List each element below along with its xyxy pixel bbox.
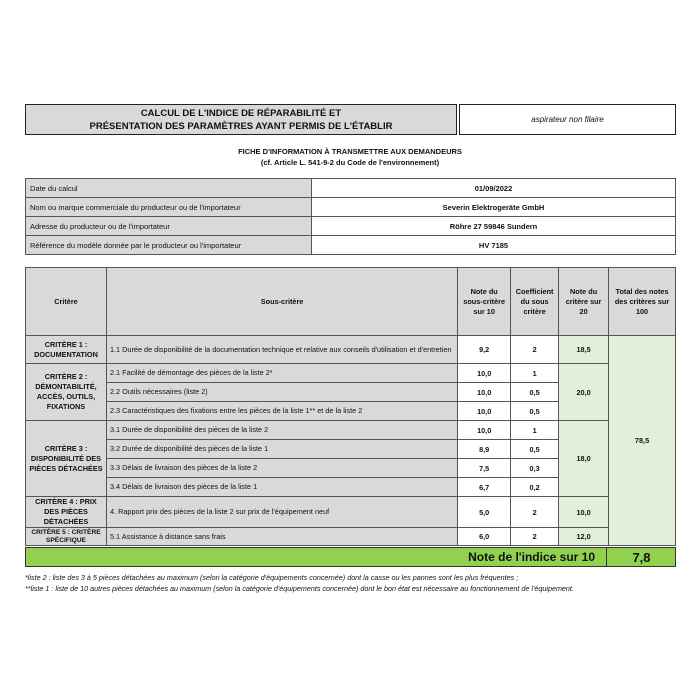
header-coefficient: Coefficient du sous critère (511, 268, 559, 336)
subcriterion-note: 6,0 (458, 528, 511, 546)
info-label: Nom ou marque commerciale du producteur ou de l'importateur (26, 198, 312, 217)
subcriterion: 2.2 Outils nécessaires (liste 2) (106, 383, 457, 402)
info-table (25, 178, 676, 255)
subcriterion: 2.1 Facilité de démontage des pièces de la liste 2* (106, 364, 457, 383)
info-value: Severin Elektrogeräte GmbH (312, 198, 676, 217)
header-note-critere: Note du critère sur 20 (559, 268, 609, 336)
info-row (26, 217, 676, 236)
info-row (26, 179, 676, 198)
info-value: Röhre 27 59846 Sundern (312, 217, 676, 236)
device-type: aspirateur non filaire (459, 104, 676, 135)
info-value: 01/09/2022 (312, 179, 676, 198)
criterion-note: 20,0 (559, 364, 609, 421)
footnote-liste-1: **liste 1 : liste de 10 autres pièces détachées au maximum (selon la catégorie d'équipements concernée) dont le bon état est nécessaire au fonctionnement de l'équipement. (25, 584, 574, 593)
fiche-heading (25, 146, 675, 168)
table-row (26, 336, 676, 364)
criterion-note: 18,5 (559, 336, 609, 364)
table-row (26, 528, 676, 546)
header-total: Total des notes des critères sur 100 (609, 268, 676, 336)
document-title (25, 104, 457, 135)
subcriterion-note: 10,0 (458, 383, 511, 402)
criterion-name: CRITÈRE 4 : PRIX DES PIÈCES DÉTACHÉES (26, 497, 107, 528)
subcriterion: 3.3 Délais de livraison des pièces de la liste 2 (106, 459, 457, 478)
criterion-note: 18,0 (559, 421, 609, 497)
score-table (25, 267, 676, 546)
subcriterion: 3.4 Délais de livraison des pièces de la liste 1 (106, 478, 457, 497)
subcriterion-note: 10,0 (458, 364, 511, 383)
criterion-note: 12,0 (559, 528, 609, 546)
header-sous-critere: Sous-critère (106, 268, 457, 336)
criterion-note: 10,0 (559, 497, 609, 528)
subcriterion: 1.1 Durée de disponibilité de la documentation technique et relative aux conseils d'utilisation et d'entretien (106, 336, 457, 364)
info-row (26, 236, 676, 255)
subcriterion-note: 7,5 (458, 459, 511, 478)
subcriterion: 4. Rapport prix des pièces de la liste 2 sur prix de l'équipement neuf (106, 497, 457, 528)
subcriterion-coef: 2 (511, 336, 559, 364)
subcriterion-coef: 0,5 (511, 383, 559, 402)
footnote-liste-2: *liste 2 : liste des 3 à 5 pièces détachées au maximum (selon la catégorie d'équipements concernée) dont la casse ou les pannes sont les plus fréquentes ; (25, 573, 519, 582)
subcriterion: 2.3 Caractéristiques des fixations entre les pièces de la liste 1** et de la liste 2 (106, 402, 457, 421)
title-line-1: CALCUL DE L'INDICE DE RÉPARABILITÉ ET (140, 107, 342, 119)
fiche-line-2: (cf. Article L. 541-9-2 du Code de l'environnement) (260, 158, 440, 167)
info-label: Adresse du producteur ou de l'importateur (26, 217, 312, 236)
subcriterion-coef: 1 (511, 421, 559, 440)
criterion-name: CRITÈRE 2 : DÉMONTABILITÉ, ACCÈS, OUTILS, FIXATIONS (26, 364, 107, 421)
table-header-row (26, 268, 676, 336)
total-score: 78,5 (609, 336, 676, 546)
index-score-value: 7,8 (606, 547, 676, 567)
criterion-name: CRITÈRE 5 : CRITÈRE SPÉCIFIQUE (26, 528, 107, 546)
subcriterion-coef: 2 (511, 528, 559, 546)
subcriterion-coef: 0,5 (511, 440, 559, 459)
subcriterion: 3.2 Durée de disponibilité des pièces de la liste 1 (106, 440, 457, 459)
index-score-label: Note de l'indice sur 10 (468, 550, 595, 564)
subcriterion-coef: 1 (511, 364, 559, 383)
subcriterion-note: 9,2 (458, 336, 511, 364)
subcriterion-coef: 0,2 (511, 478, 559, 497)
subcriterion-coef: 0,3 (511, 459, 559, 478)
table-row (26, 421, 676, 440)
table-row (26, 364, 676, 383)
info-label: Date du calcul (26, 179, 312, 198)
subcriterion-note: 10,0 (458, 402, 511, 421)
criterion-name: CRITÈRE 1 : DOCUMENTATION (26, 336, 107, 364)
fiche-line-1: FICHE D'INFORMATION À TRANSMETTRE AUX DEMANDEURS (238, 147, 462, 156)
subcriterion-note: 8,9 (458, 440, 511, 459)
subcriterion: 3.1 Durée de disponibilité des pièces de la liste 2 (106, 421, 457, 440)
criterion-name: CRITÈRE 3 : DISPONIBILITÉ DES PIÈCES DÉTACHÉES (26, 421, 107, 497)
subcriterion-coef: 2 (511, 497, 559, 528)
header-note-sous-critere: Note du sous-critère sur 10 (458, 268, 511, 336)
subcriterion-note: 5,0 (458, 497, 511, 528)
subcriterion-note: 6,7 (458, 478, 511, 497)
header-critere: Critère (26, 268, 107, 336)
subcriterion: 5.1 Assistance à distance sans frais (106, 528, 457, 546)
subcriterion-coef: 0,5 (511, 402, 559, 421)
subcriterion-note: 10,0 (458, 421, 511, 440)
info-label: Référence du modèle donnée par le producteur ou l'importateur (26, 236, 312, 255)
info-value: HV 7185 (312, 236, 676, 255)
title-line-2: PRÉSENTATION DES PARAMÈTRES AYANT PERMIS DE L'ÉTABLIR (89, 120, 393, 132)
table-row (26, 497, 676, 528)
info-row (26, 198, 676, 217)
